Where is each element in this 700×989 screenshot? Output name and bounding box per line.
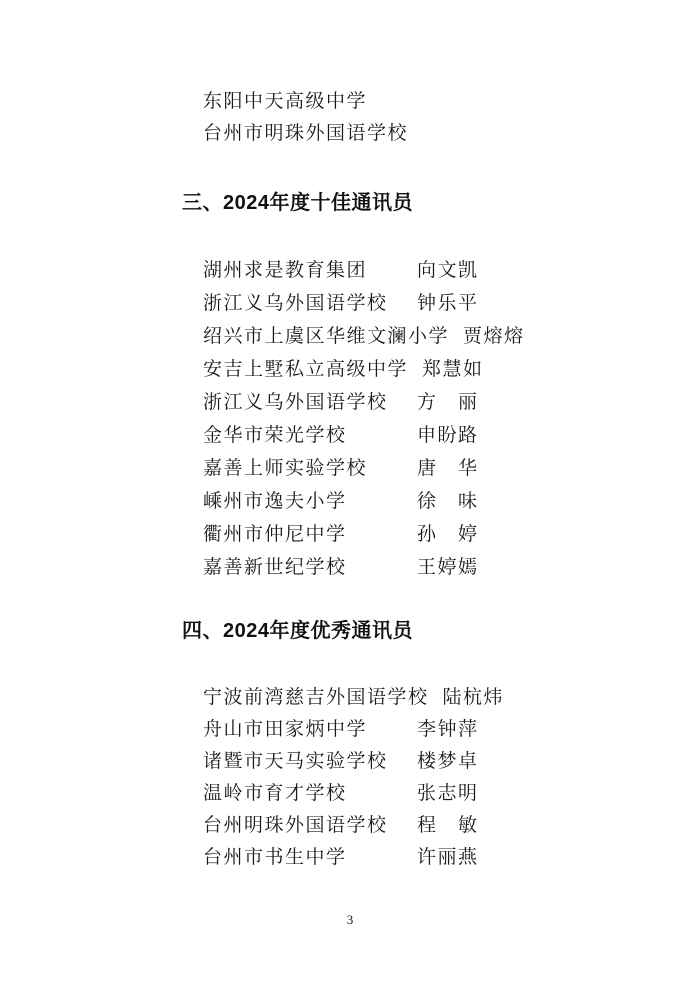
school-name: 浙江义乌外国语学校 <box>203 293 388 314</box>
person-name: 许丽燕 <box>417 847 479 868</box>
entry-row <box>203 714 504 746</box>
school-name: 诸暨市天马实验学校 <box>203 751 388 772</box>
entry-row <box>203 682 504 714</box>
entry-row <box>203 778 504 810</box>
entry-row <box>203 485 525 518</box>
person-name: 贾熔熔 <box>463 326 525 347</box>
person-name: 李钟萍 <box>417 719 479 740</box>
entry-row <box>203 419 525 452</box>
school-name: 宁波前湾慈吉外国语学校 <box>203 687 429 708</box>
person-name: 程 敏 <box>417 815 479 836</box>
person-name: 楼梦卓 <box>417 751 479 772</box>
school-name: 湖州求是教育集团 <box>203 260 368 281</box>
school-name: 金华市荣光学校 <box>203 425 347 446</box>
entry-row <box>203 810 504 842</box>
person-name: 王婷嫣 <box>417 557 479 578</box>
school-name: 绍兴市上虞区华维文澜小学 <box>203 326 450 347</box>
person-name: 孙 婷 <box>417 524 479 545</box>
school-name: 嵊州市逸夫小学 <box>203 491 347 512</box>
person-name: 申盼路 <box>417 425 479 446</box>
school-name: 安吉上墅私立高级中学 <box>203 359 409 380</box>
top10-correspondents-list <box>203 254 525 584</box>
entry-row <box>203 518 525 551</box>
entry-row <box>203 386 525 419</box>
school-name: 嘉善上师实验学校 <box>203 458 368 479</box>
entry-row <box>203 353 525 386</box>
carryover-school-list <box>203 86 408 150</box>
section-heading-top10-correspondents: 三、2024年度十佳通讯员 <box>182 192 413 214</box>
entry-row <box>203 746 504 778</box>
person-name: 唐 华 <box>417 458 479 479</box>
entry-row <box>203 551 525 584</box>
person-name: 陆杭炜 <box>442 687 505 708</box>
school-name: 嘉善新世纪学校 <box>203 557 347 578</box>
excellent-correspondents-list <box>203 682 504 874</box>
entry-row <box>203 320 525 353</box>
school-name: 舟山市田家炳中学 <box>203 719 368 740</box>
person-name: 向文凯 <box>417 260 479 281</box>
school-name: 衢州市仲尼中学 <box>203 524 347 545</box>
person-name: 徐 味 <box>417 491 479 512</box>
person-name: 张志明 <box>417 783 479 804</box>
entry-row <box>203 452 525 485</box>
entry-row <box>203 287 525 320</box>
section-heading-excellent-correspondents: 四、2024年度优秀通讯员 <box>182 620 413 642</box>
person-name: 钟乐平 <box>417 293 479 314</box>
person-name: 郑慧如 <box>422 359 484 380</box>
school-name: 台州明珠外国语学校 <box>203 815 388 836</box>
page-number: 3 <box>346 912 354 927</box>
school-name: 温岭市育才学校 <box>203 783 347 804</box>
school-name: 台州市书生中学 <box>203 847 347 868</box>
entry-row <box>203 842 504 874</box>
entry-row <box>203 254 525 287</box>
school-list-item: 台州市明珠外国语学校 <box>203 123 409 144</box>
school-list-item: 东阳中天高级中学 <box>203 91 368 112</box>
person-name: 方 丽 <box>417 392 479 413</box>
school-name: 浙江义乌外国语学校 <box>203 392 388 413</box>
